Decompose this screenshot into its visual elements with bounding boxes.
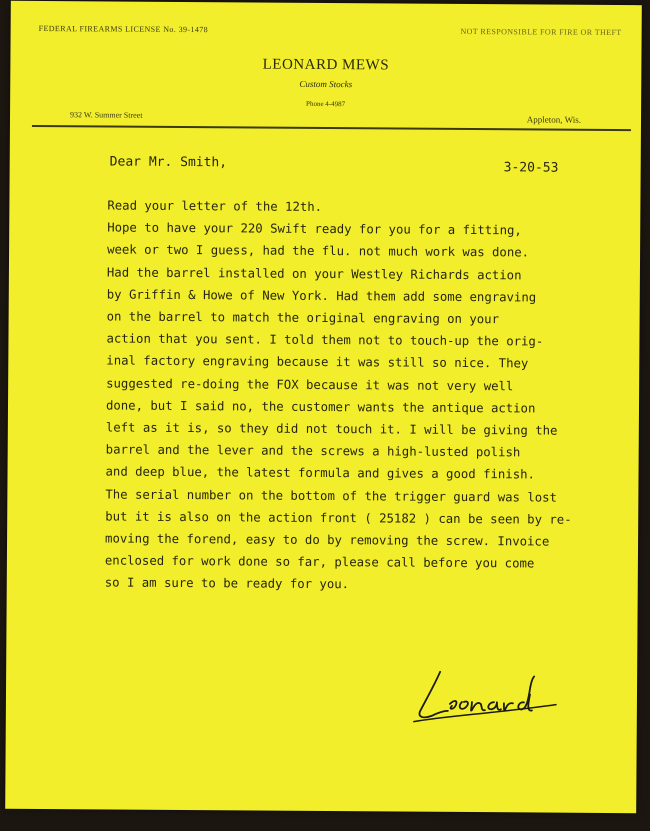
letterhead-divider (32, 125, 631, 131)
body-line: barrel and the lever and the screws a high-lusted polish (105, 442, 521, 460)
letterhead-city: Appleton, Wis. (526, 114, 582, 125)
license-number: FEDERAL FIREARMS LICENSE No. 39-1478 (38, 24, 209, 35)
letterhead-name: LEONARD MEWS (262, 56, 390, 74)
letter-paper (5, 1, 642, 813)
body-line: on the barrel to match the original engraving on your (106, 309, 500, 327)
letter-date: 3-20-53 (503, 160, 559, 176)
letter-body (104, 194, 572, 597)
body-line: moving the forend, easy to do by removing the screw. Invoice (105, 531, 550, 549)
body-line: inal factory engraving because it was still so nice. They (106, 353, 529, 371)
body-line: enclosed for work done so far, please call before you come (104, 553, 535, 571)
body-line: done, but I said no, the customer wants the antique action (105, 398, 536, 416)
body-line: but it is also on the action front ( 25182 ) can be seen by re- (105, 509, 572, 527)
body-line: action that you sent. I told them not to touch-up the orig- (106, 331, 544, 349)
body-line: week or two I guess, had the flu. not much work was done. (107, 242, 530, 260)
body-line: Had the barrel installed on your Westley Richards action (106, 265, 522, 282)
body-line: The serial number on the bottom of the trigger guard was lost (105, 487, 558, 505)
greeting: Dear Mr. Smith, (109, 154, 228, 171)
body-line: left as it is, so they did not touch it. I will be giving the (105, 420, 558, 438)
handwritten-signature (406, 664, 576, 730)
letterhead-street: 932 W. Summer Street (70, 110, 143, 120)
body-line: and deep blue, the latest formula and gives a good finish. (105, 464, 535, 482)
body-line: by Griffin & Howe of New York. Had them add some engraving (106, 287, 537, 305)
body-line: Read your letter of the 12th. (107, 198, 323, 214)
body-line: so I am sure to be ready for you. (104, 575, 350, 592)
body-line: Hope to have your 220 Swift ready for you for a fitting, (107, 220, 522, 238)
letterhead-phone: Phone 4-4987 (306, 99, 346, 109)
disclaimer: NOT RESPONSIBLE FOR FIRE OR THEFT (460, 26, 622, 38)
body-line: suggested re-doing the FOX because it was not very well (106, 376, 514, 393)
letterhead-subtitle: Custom Stocks (299, 78, 353, 90)
